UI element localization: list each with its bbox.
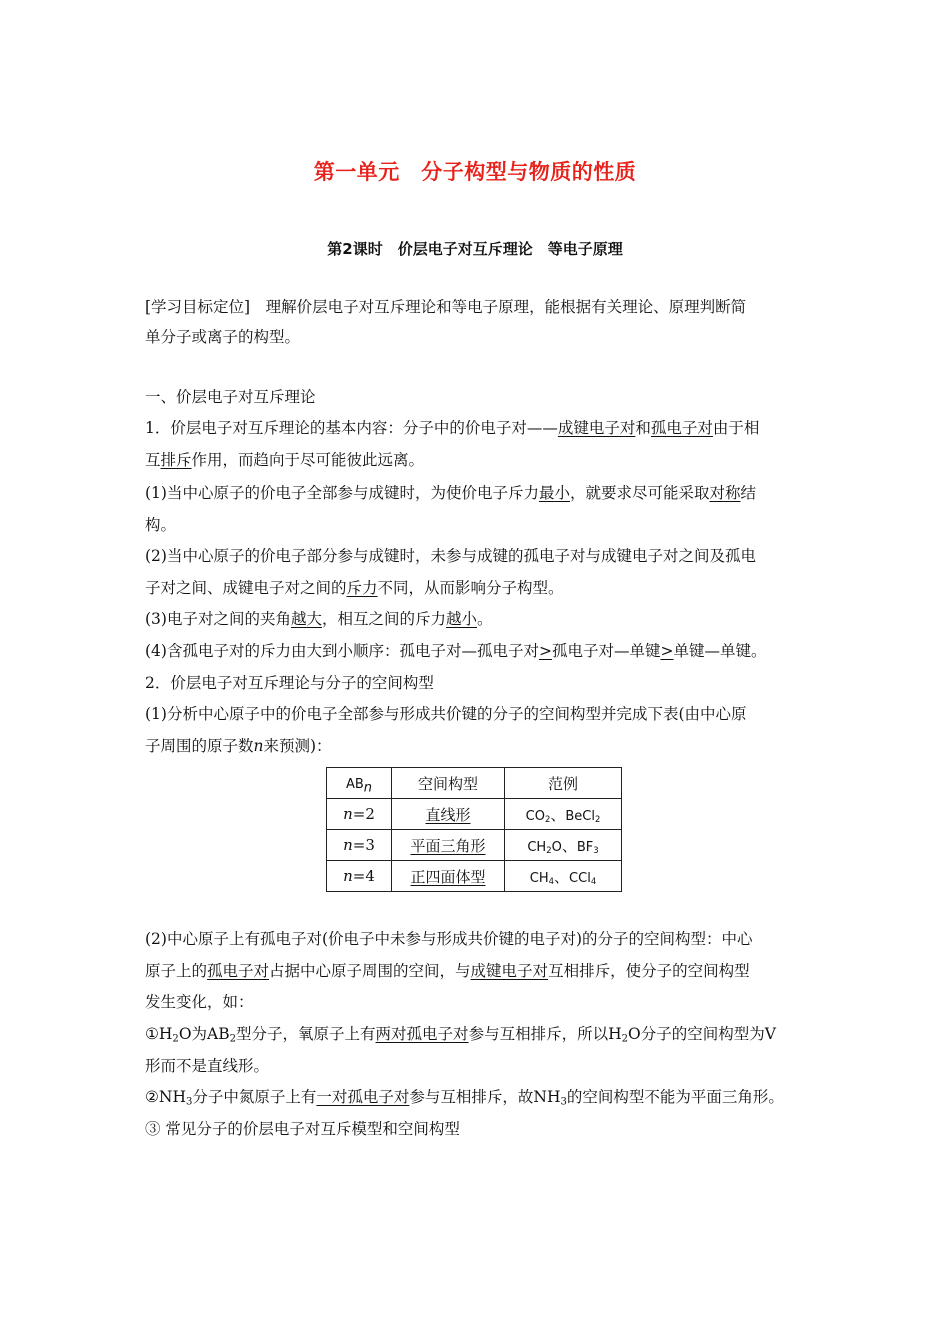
table-cell: n=4 bbox=[327, 861, 392, 892]
paragraph-line: (2)当中心原子的价电子部分参与成键时，未参与成键的孤电子对与成键电子对之间及孤电 bbox=[145, 547, 756, 565]
answer-blank: 越小 bbox=[446, 610, 478, 628]
table-row bbox=[327, 799, 622, 830]
table-cell: n=2 bbox=[327, 799, 392, 830]
paragraph-line: $①H_2O$为$AB_2$型分子，氧原子上有两对孤电子对参与互相排斥，所以$H_2O$分子的空间构型为V bbox=[145, 1025, 776, 1045]
paragraph-line: (4)含孤电子对的斥力由大到小顺序：孤电子对—孤电子对>孤电子对—单键>单键—单键。 bbox=[145, 642, 767, 660]
table-cell bbox=[392, 799, 505, 830]
answer-blank: 正四面体型 bbox=[410, 867, 486, 886]
table-header-cell: 范例 bbox=[505, 768, 622, 799]
paragraph-line: ③ 常见分子的价层电子对互斥模型和空间构型 bbox=[145, 1120, 460, 1138]
vsepr-table bbox=[326, 767, 622, 892]
objective-line-1: [学习目标定位] 理解价层电子对互斥理论和等电子原理，能根据有关理论、原理判断简 bbox=[145, 298, 747, 316]
answer-blank: 最小 bbox=[538, 484, 570, 502]
answer-blank: 对称 bbox=[709, 484, 741, 502]
paragraph-line: (3)电子对之间的夹角越大，相互之间的斥力越小。 bbox=[145, 610, 493, 628]
page-title: 第一单元 分子构型与物质的性质 bbox=[313, 160, 637, 184]
answer-blank: 成键电子对 bbox=[470, 962, 549, 980]
paragraph-line: 构。 bbox=[145, 516, 177, 534]
paragraph-line: $②NH_3$分子中氮原子上有一对孤电子对参与互相排斥，故$NH_3$的空间构型不能为平面三角形。 bbox=[145, 1088, 784, 1108]
answer-blank: 一对孤电子对 bbox=[316, 1088, 410, 1106]
answer-blank: 斥力 bbox=[346, 579, 378, 597]
paragraph-line: 子对之间、成键电子对之间的斥力不同，从而影响分子构型。 bbox=[145, 579, 564, 597]
paragraph-line: 形而不是直线形。 bbox=[145, 1057, 270, 1075]
paragraph-line: (1)当中心原子的价电子全部参与成键时，为使价电子斥力最小，就要求尽可能采取对称结 bbox=[145, 484, 757, 502]
lesson-subtitle: 第2课时 价层电子对互斥理论 等电子原理 bbox=[327, 240, 623, 258]
objective-label: [学习目标定位] bbox=[145, 298, 251, 316]
table-cell: n=3 bbox=[327, 830, 392, 861]
table-cell: $CH_2O$、$BF_3$ bbox=[505, 830, 622, 861]
table-cell: $CO_2$、BeCl$_2$ bbox=[505, 799, 622, 830]
section-heading: 一、价层电子对互斥理论 bbox=[145, 388, 316, 406]
answer-blank: 直线形 bbox=[425, 805, 471, 824]
table-cell: $CH_4$、CCl$_4$ bbox=[505, 861, 622, 892]
paragraph-line: 子周围的原子数n来预测)： bbox=[145, 737, 332, 755]
answer-blank: 孤电子对 bbox=[207, 962, 270, 980]
answer-blank: > bbox=[660, 642, 674, 660]
paragraph-line: 发生变化，如： bbox=[145, 993, 254, 1011]
paragraph-line: 2．价层电子对互斥理论与分子的空间构型 bbox=[145, 674, 434, 692]
answer-blank: 孤电子对 bbox=[650, 419, 713, 437]
table-row bbox=[327, 830, 622, 861]
objective-line-2: 单分子或离子的构型。 bbox=[145, 328, 301, 346]
paragraph-line: 原子上的孤电子对占据中心原子周围的空间，与成键电子对互相排斥，使分子的空间构型 bbox=[145, 962, 750, 980]
paragraph-line: 互排斥作用，而趋向于尽可能彼此远离。 bbox=[145, 451, 425, 469]
paragraph-line: (2)中心原子上有孤电子对(价电子中未参与形成共价键的电子对)的分子的空间构型：中心 bbox=[145, 930, 753, 948]
answer-blank: 平面三角形 bbox=[410, 836, 486, 855]
paragraph-line: 1．价层电子对互斥理论的基本内容：分子中的价电子对——成键电子对和孤电子对由于相 bbox=[145, 419, 760, 437]
paragraph-line: (1)分析中心原子中的价电子全部参与形成共价键的分子的空间构型并完成下表(由中心原 bbox=[145, 705, 747, 723]
table-row bbox=[327, 861, 622, 892]
answer-blank: 两对孤电子对 bbox=[375, 1025, 469, 1043]
answer-blank: 排斥 bbox=[160, 451, 192, 469]
answer-blank: > bbox=[538, 642, 552, 660]
table-header-cell: 空间构型 bbox=[392, 768, 505, 799]
table-header-row bbox=[327, 768, 622, 799]
answer-blank: 成键电子对 bbox=[557, 419, 636, 437]
table-header-cell: $AB_n$ bbox=[327, 768, 392, 799]
table-cell bbox=[392, 861, 505, 892]
table-cell bbox=[392, 830, 505, 861]
answer-blank: 越大 bbox=[290, 610, 322, 628]
